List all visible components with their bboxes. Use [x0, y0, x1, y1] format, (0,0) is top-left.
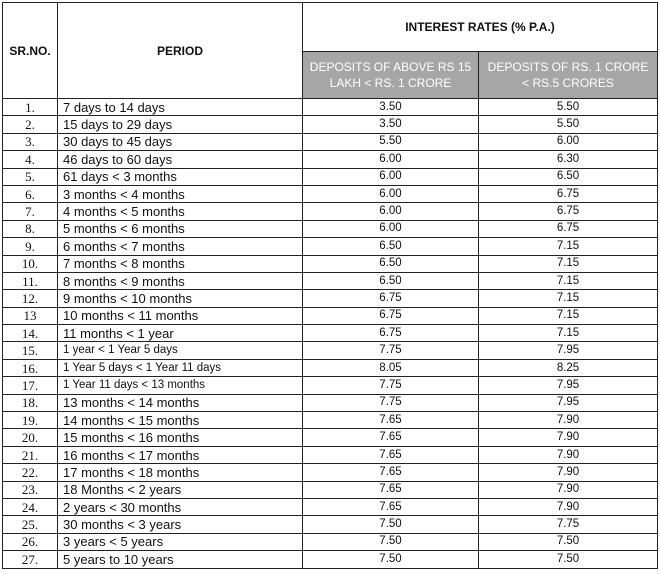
- period-cell: 18 Months < 2 years: [58, 481, 303, 498]
- rate-above-15-lakh-cell: 7.75: [303, 342, 479, 359]
- table-row: [3, 342, 658, 359]
- rate-above-15-lakh-cell: 7.65: [303, 481, 479, 498]
- rate-1-to-5-crore-cell: 7.90: [479, 464, 658, 481]
- rate-1-to-5-crore-cell: 7.15: [479, 272, 658, 289]
- table-row: [3, 498, 658, 515]
- period-cell: 3 months < 4 months: [58, 185, 303, 202]
- period-cell: 46 days to 60 days: [58, 151, 303, 168]
- period-cell: 14 months < 15 months: [58, 412, 303, 429]
- sr-number-cell: 18.: [3, 394, 58, 411]
- sr-number-cell: 7.: [3, 203, 58, 220]
- sr-number-cell: 10.: [3, 255, 58, 272]
- rate-1-to-5-crore-cell: 7.95: [479, 377, 658, 394]
- sr-no-header: SR.NO.: [3, 3, 58, 99]
- deposit-1-to-5-crore-header: DEPOSITS OF RS. 1 CRORE < RS.5 CRORES: [479, 52, 658, 99]
- table-row: [3, 464, 658, 481]
- rate-above-15-lakh-cell: 7.65: [303, 412, 479, 429]
- rate-above-15-lakh-cell: 6.50: [303, 238, 479, 255]
- rate-above-15-lakh-cell: 7.50: [303, 533, 479, 550]
- sr-number-cell: 20.: [3, 429, 58, 446]
- rate-1-to-5-crore-cell: 7.90: [479, 446, 658, 463]
- rate-above-15-lakh-cell: 6.00: [303, 151, 479, 168]
- rate-1-to-5-crore-cell: 7.75: [479, 516, 658, 533]
- period-cell: 15 days to 29 days: [58, 116, 303, 133]
- period-cell: 2 years < 30 months: [58, 498, 303, 515]
- rate-1-to-5-crore-cell: 5.50: [479, 99, 658, 116]
- rate-1-to-5-crore-cell: 7.95: [479, 342, 658, 359]
- period-cell: 11 months < 1 year: [58, 325, 303, 342]
- period-cell: 1 year < 1 Year 5 days: [58, 342, 303, 359]
- sr-number-cell: 3.: [3, 133, 58, 150]
- table-row: [3, 533, 658, 550]
- sr-number-cell: 5.: [3, 168, 58, 185]
- rate-1-to-5-crore-cell: 7.50: [479, 533, 658, 550]
- rate-above-15-lakh-cell: 6.00: [303, 220, 479, 237]
- sr-number-cell: 11.: [3, 272, 58, 289]
- table-row: [3, 481, 658, 498]
- sr-number-cell: 19.: [3, 412, 58, 429]
- sr-number-cell: 15.: [3, 342, 58, 359]
- interest-rates-table: [2, 2, 658, 569]
- rate-above-15-lakh-cell: 3.50: [303, 99, 479, 116]
- rate-above-15-lakh-cell: 7.65: [303, 429, 479, 446]
- rate-above-15-lakh-cell: 7.65: [303, 498, 479, 515]
- rate-1-to-5-crore-cell: 7.95: [479, 394, 658, 411]
- rate-1-to-5-crore-cell: 6.00: [479, 133, 658, 150]
- sr-number-cell: 27.: [3, 551, 58, 568]
- rate-above-15-lakh-cell: 7.65: [303, 446, 479, 463]
- rate-1-to-5-crore-cell: 6.30: [479, 151, 658, 168]
- sr-number-cell: 1.: [3, 99, 58, 116]
- table-row: [3, 394, 658, 411]
- period-cell: 13 months < 14 months: [58, 394, 303, 411]
- table-row: [3, 307, 658, 324]
- period-cell: 61 days < 3 months: [58, 168, 303, 185]
- rate-1-to-5-crore-cell: 6.75: [479, 185, 658, 202]
- rate-above-15-lakh-cell: 5.50: [303, 133, 479, 150]
- period-header: PERIOD: [58, 3, 303, 99]
- rate-1-to-5-crore-cell: 6.75: [479, 203, 658, 220]
- table-row: [3, 168, 658, 185]
- rate-above-15-lakh-cell: 7.75: [303, 394, 479, 411]
- rate-above-15-lakh-cell: 7.65: [303, 464, 479, 481]
- period-cell: 30 months < 3 years: [58, 516, 303, 533]
- sr-number-cell: 16.: [3, 359, 58, 376]
- table-row: [3, 359, 658, 376]
- period-cell: 5 years to 10 years: [58, 551, 303, 568]
- sr-number-cell: 12.: [3, 290, 58, 307]
- rate-1-to-5-crore-cell: 7.15: [479, 307, 658, 324]
- sr-number-cell: 8.: [3, 220, 58, 237]
- rate-1-to-5-crore-cell: 7.90: [479, 498, 658, 515]
- period-cell: 17 months < 18 months: [58, 464, 303, 481]
- sr-number-cell: 25.: [3, 516, 58, 533]
- interest-rates-header: INTEREST RATES (% P.A.): [303, 3, 658, 52]
- rate-above-15-lakh-cell: 6.50: [303, 255, 479, 272]
- period-cell: 7 days to 14 days: [58, 99, 303, 116]
- rate-above-15-lakh-cell: 6.75: [303, 307, 479, 324]
- rate-1-to-5-crore-cell: 7.15: [479, 290, 658, 307]
- rate-above-15-lakh-cell: 3.50: [303, 116, 479, 133]
- table-row: [3, 99, 658, 116]
- table-row: [3, 203, 658, 220]
- table-row: [3, 116, 658, 133]
- table-row: [3, 151, 658, 168]
- rate-1-to-5-crore-cell: 6.75: [479, 220, 658, 237]
- rate-1-to-5-crore-cell: 7.15: [479, 325, 658, 342]
- period-cell: 1 Year 11 days < 13 months: [58, 377, 303, 394]
- rate-above-15-lakh-cell: 6.00: [303, 185, 479, 202]
- rate-1-to-5-crore-cell: 7.50: [479, 551, 658, 568]
- rate-1-to-5-crore-cell: 7.90: [479, 481, 658, 498]
- rate-above-15-lakh-cell: 7.50: [303, 551, 479, 568]
- sr-number-cell: 4.: [3, 151, 58, 168]
- table-row: [3, 185, 658, 202]
- period-cell: 30 days to 45 days: [58, 133, 303, 150]
- table-row: [3, 516, 658, 533]
- sr-number-cell: 21.: [3, 446, 58, 463]
- table-row: [3, 429, 658, 446]
- sr-number-cell: 14.: [3, 325, 58, 342]
- table-row: [3, 290, 658, 307]
- rate-above-15-lakh-cell: 7.75: [303, 377, 479, 394]
- period-cell: 9 months < 10 months: [58, 290, 303, 307]
- rate-1-to-5-crore-cell: 7.15: [479, 255, 658, 272]
- rate-above-15-lakh-cell: 6.75: [303, 325, 479, 342]
- table-row: [3, 255, 658, 272]
- period-cell: 5 months < 6 months: [58, 220, 303, 237]
- period-cell: 4 months < 5 months: [58, 203, 303, 220]
- period-cell: 10 months < 11 months: [58, 307, 303, 324]
- rate-1-to-5-crore-cell: 5.50: [479, 116, 658, 133]
- table-row: [3, 377, 658, 394]
- sr-number-cell: 9.: [3, 238, 58, 255]
- sr-number-cell: 24.: [3, 498, 58, 515]
- table-row: [3, 446, 658, 463]
- period-cell: 3 years < 5 years: [58, 533, 303, 550]
- rate-1-to-5-crore-cell: 7.90: [479, 429, 658, 446]
- rate-above-15-lakh-cell: 8.05: [303, 359, 479, 376]
- sr-number-cell: 6.: [3, 185, 58, 202]
- rate-above-15-lakh-cell: 7.50: [303, 516, 479, 533]
- period-cell: 1 Year 5 days < 1 Year 11 days: [58, 359, 303, 376]
- rate-1-to-5-crore-cell: 8.25: [479, 359, 658, 376]
- table-row: [3, 238, 658, 255]
- rate-1-to-5-crore-cell: 7.15: [479, 238, 658, 255]
- table-row: [3, 325, 658, 342]
- period-cell: 7 months < 8 months: [58, 255, 303, 272]
- period-cell: 6 months < 7 months: [58, 238, 303, 255]
- sr-number-cell: 22.: [3, 464, 58, 481]
- table-row: [3, 551, 658, 568]
- table-body: [3, 99, 658, 569]
- sr-number-cell: 13: [3, 307, 58, 324]
- rate-above-15-lakh-cell: 6.75: [303, 290, 479, 307]
- rate-above-15-lakh-cell: 6.00: [303, 168, 479, 185]
- period-cell: 8 months < 9 months: [58, 272, 303, 289]
- rate-above-15-lakh-cell: 6.50: [303, 272, 479, 289]
- sr-number-cell: 23.: [3, 481, 58, 498]
- rate-1-to-5-crore-cell: 7.90: [479, 412, 658, 429]
- period-cell: 15 months < 16 months: [58, 429, 303, 446]
- rate-above-15-lakh-cell: 6.00: [303, 203, 479, 220]
- sr-number-cell: 26.: [3, 533, 58, 550]
- rate-1-to-5-crore-cell: 6.50: [479, 168, 658, 185]
- sr-number-cell: 17.: [3, 377, 58, 394]
- table-row: [3, 412, 658, 429]
- table-row: [3, 220, 658, 237]
- deposit-above-15-lakh-header: DEPOSITS OF ABOVE RS 15 LAKH < RS. 1 CRORE: [303, 52, 479, 99]
- sr-number-cell: 2.: [3, 116, 58, 133]
- table-row: [3, 133, 658, 150]
- period-cell: 16 months < 17 months: [58, 446, 303, 463]
- table-row: [3, 272, 658, 289]
